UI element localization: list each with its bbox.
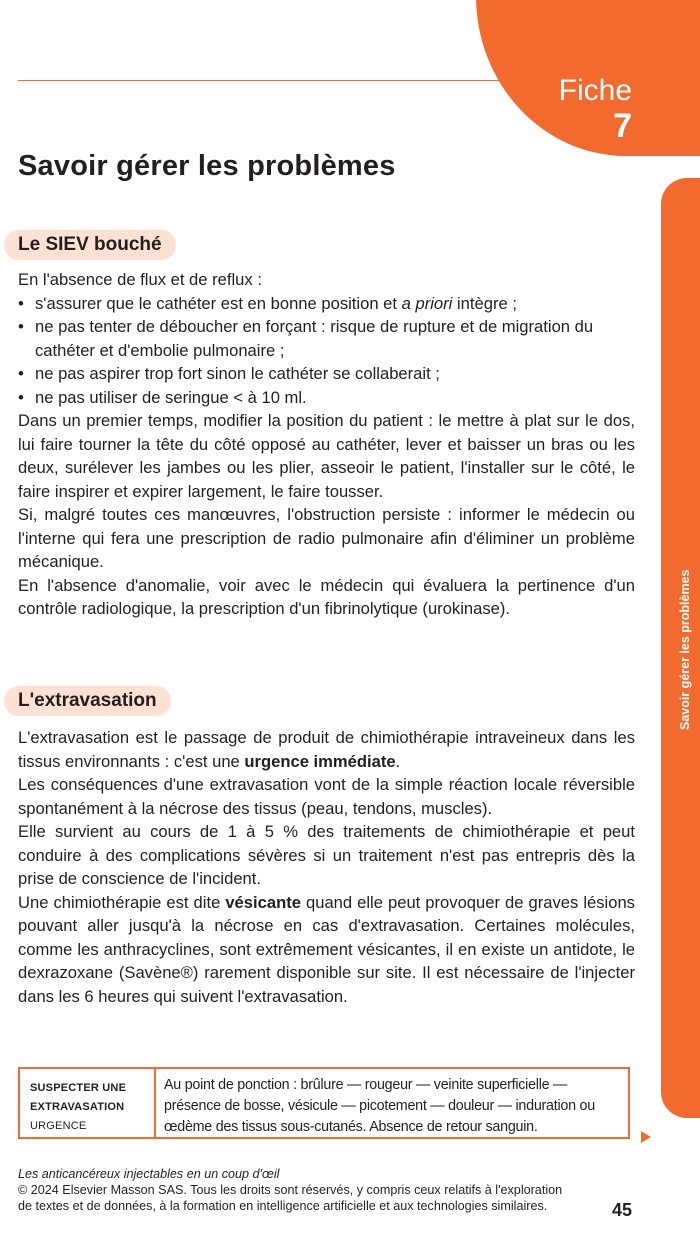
page-title: Savoir gérer les problèmes: [18, 150, 396, 182]
fiche-number: 7: [613, 107, 632, 145]
extravasation-paragraph: Elle survient au cours de 1 à 5 % des traitements de chimiothérapie et peut conduire à des complications sévères si un traitement n'est pas entrepris dès la prise de conscience de l'incident.: [18, 822, 635, 888]
header-rule: [18, 80, 578, 81]
siev-bullet-list: [18, 292, 635, 410]
book-title: Les anticancéreux injectables en un coup d'œil: [18, 1167, 280, 1181]
footer: [18, 1166, 578, 1214]
alert-label-line: URGENCE: [30, 1120, 87, 1132]
bold-text: vésicante: [225, 892, 301, 912]
extravasation-paragraph: Une chimiothérapie est dite vésicante quand elle peut provoquer de graves lésions pouvant aller jusqu'à la nécrose en cas d'extravasation. Certaines molécules, comme les anthracyclines, sont extrêmement vésicantes, il en existe un antidote, le dexrazoxane (Savène®) rarement disponible sur site. Il est nécessaire de l'injecter dans les 6 heures qui suivent l'extravasation.: [18, 892, 635, 1006]
section-extravasation-body: [18, 726, 635, 1008]
bold-text: urgence immédiate: [244, 751, 396, 771]
extravasation-paragraph: L'extravasation est le passage de produit de chimiothérapie intraveineux dans les tissus environnants : c'est une urgence immédiate.: [18, 728, 635, 771]
copyright: © 2024 Elsevier Masson SAS. Tous les droits sont réservés, y compris ceux relatifs à l'exploration de textes et de données, à la formation en intelligence artificielle et aux technologies similaires.: [18, 1183, 563, 1213]
page-number: 45: [611, 1200, 632, 1220]
section-heading-siev: Le SIEV bouché: [4, 230, 176, 260]
fiche-label: Fiche: [558, 74, 632, 107]
siev-intro: En l'absence de flux et de reflux :: [18, 270, 262, 289]
list-item: • s'assurer que le cathéter est en bonne position et a priori intègre ;: [18, 292, 635, 316]
siev-paragraph: Si, malgré toutes ces manœuvres, l'obstruction persiste : informer le médecin ou l'interne qui fera une prescription de radio pulmonaire afin d'éliminer un problème mécanique.: [18, 505, 635, 571]
alert-label-line: SUSPECTER UNE: [30, 1082, 127, 1094]
alert-label-line: EXTRAVASATION: [30, 1101, 125, 1113]
list-item: • ne pas tenter de déboucher en forçant : risque de rupture et de migration du cathéter et d'embolie pulmonaire ;: [18, 315, 635, 362]
arrow-right-icon: [641, 1131, 651, 1143]
emphasis-text: a priori: [401, 293, 453, 313]
alert-box: [18, 1067, 630, 1139]
list-item: • ne pas utiliser de seringue < à 10 ml.: [18, 386, 635, 410]
extravasation-paragraph: Les conséquences d'une extravasation vont de la simple réaction locale réversible spontanément à la nécrose des tissus (peau, tendons, muscles).: [18, 775, 635, 818]
siev-paragraph: En l'absence d'anomalie, voir avec le médecin qui évaluera la pertinence d'un contrôle radiologique, la prescription d'un fibrinolytique (urokinase).: [18, 575, 635, 618]
section-siev-body: [18, 268, 635, 621]
side-tab-label: Savoir gérer les problèmes: [678, 569, 692, 731]
list-item: • ne pas aspirer trop fort sinon le cathéter se collaberait ;: [18, 362, 635, 386]
siev-paragraph: Dans un premier temps, modifier la position du patient : le mettre à plat sur le dos, lui faire tourner la tête du côté opposé au cathéter, lever et baisser un bras ou les deux, surélever les jambes ou les plier, asseoir le patient, l'installer sur le côté, le faire inspirer et expirer largement, le faire tousser.: [18, 411, 635, 501]
alert-label: [20, 1069, 156, 1137]
alert-text: Au point de ponction : brûlure — rougeur — veinite superficielle — présence de bosse, vésicule — picotement — douleur — induration ou œdème des tissus sous-cutanés. Absence de retour sanguin.: [164, 1077, 595, 1135]
section-heading-extravasation: L'extravasation: [4, 686, 171, 716]
